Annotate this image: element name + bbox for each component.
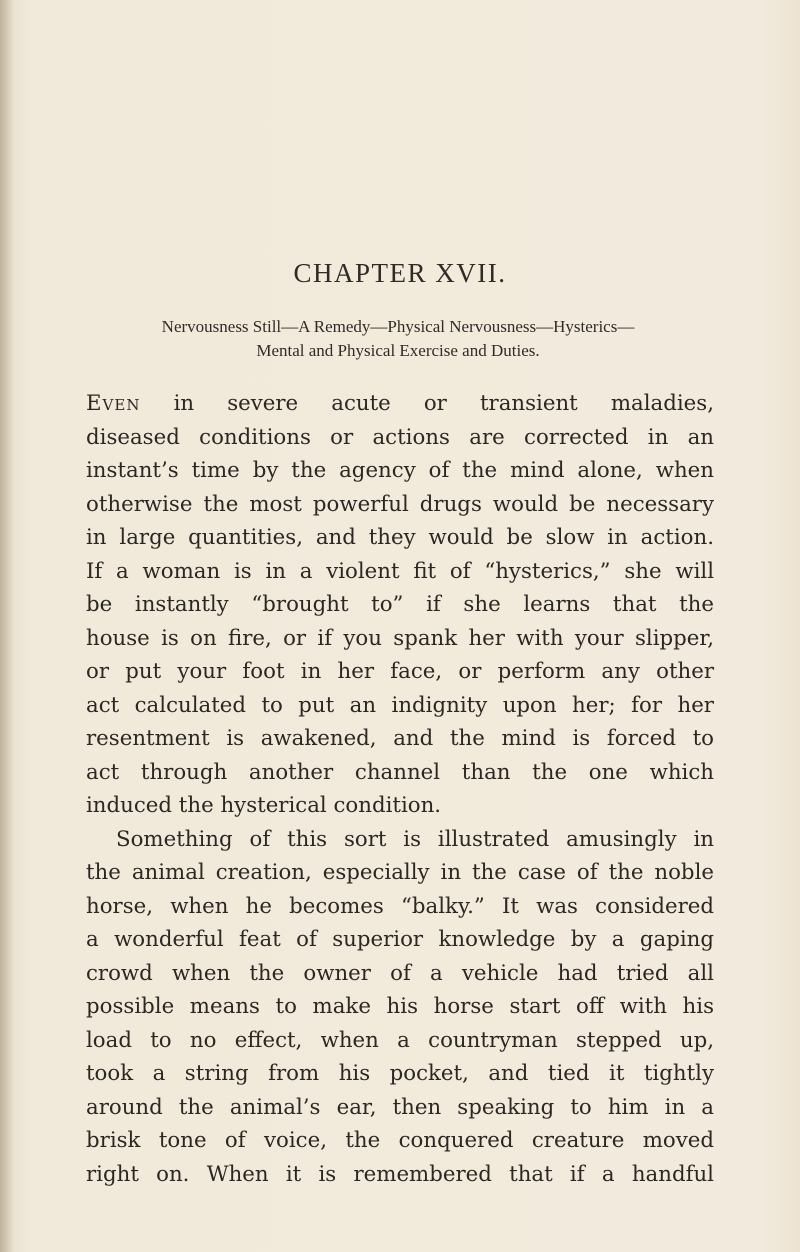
paragraph-line: around the animal’s ear, then speaking to him in a [86, 1094, 714, 1120]
paragraph-line: possible means to make his horse start off with his [86, 994, 714, 1019]
paragraph-line: house is on fire, or if you spank her with your slipper, [86, 625, 714, 651]
spine-shadow [0, 0, 14, 1252]
body-text [86, 387, 714, 1191]
paragraph-line: horse, when he becomes “balky.” It was considered [86, 893, 714, 919]
paragraph-line: act through another channel than the one which [86, 759, 714, 785]
paragraph-line: instant’s time by the agency of the mind alone, when [86, 458, 714, 483]
chapter-title: CHAPTER XVII. [293, 258, 507, 288]
paragraph-1 [86, 387, 714, 823]
paragraph-line: crowd when the owner of a vehicle had tried all [86, 960, 714, 986]
paragraph-line: resentment is awakened, and the mind is forced to [86, 726, 714, 751]
paragraph-line: or put your foot in her face, or perform any other [86, 659, 714, 684]
paragraph-line: act calculated to put an indignity upon her; for her [86, 692, 714, 718]
paragraph-line: be instantly “brought to” if she learns that the [86, 592, 714, 617]
paragraph-line: otherwise the most powerful drugs would be necessary [86, 491, 714, 517]
paragraph-line: diseased conditions or actions are corrected in an [86, 424, 714, 450]
paragraph-line: Even in severe acute or transient maladies, [86, 391, 714, 416]
paragraph-line: brisk tone of voice, the conquered creature moved [86, 1128, 714, 1153]
paragraph-line: took a string from his pocket, and tied it tightly [86, 1061, 714, 1086]
paragraph-2 [86, 823, 714, 1192]
paragraph-line: in large quantities, and they would be slow in action. [86, 525, 714, 550]
opening-word: Even [86, 391, 141, 416]
synopsis-line: Nervousness Still—A Remedy—Physical Nervousness—Hysterics— [161, 317, 635, 336]
paragraph-line: the animal creation, especially in the case of the noble [86, 860, 714, 885]
paragraph-line: induced the hysterical condition. [86, 793, 442, 818]
synopsis-line: Mental and Physical Exercise and Duties. [256, 341, 540, 360]
paragraph-line: Something of this sort is illustrated amusingly in [116, 826, 714, 852]
paragraph-line: If a woman is in a violent fit of “hysterics,” she will [86, 558, 714, 584]
paragraph-line: right on. When it is remembered that if a handful [86, 1161, 714, 1187]
paragraph-line: load to no effect, when a countryman stepped up, [86, 1027, 714, 1053]
paragraph-line: a wonderful feat of superior knowledge by a gaping [86, 927, 714, 952]
chapter-synopsis [88, 315, 708, 363]
